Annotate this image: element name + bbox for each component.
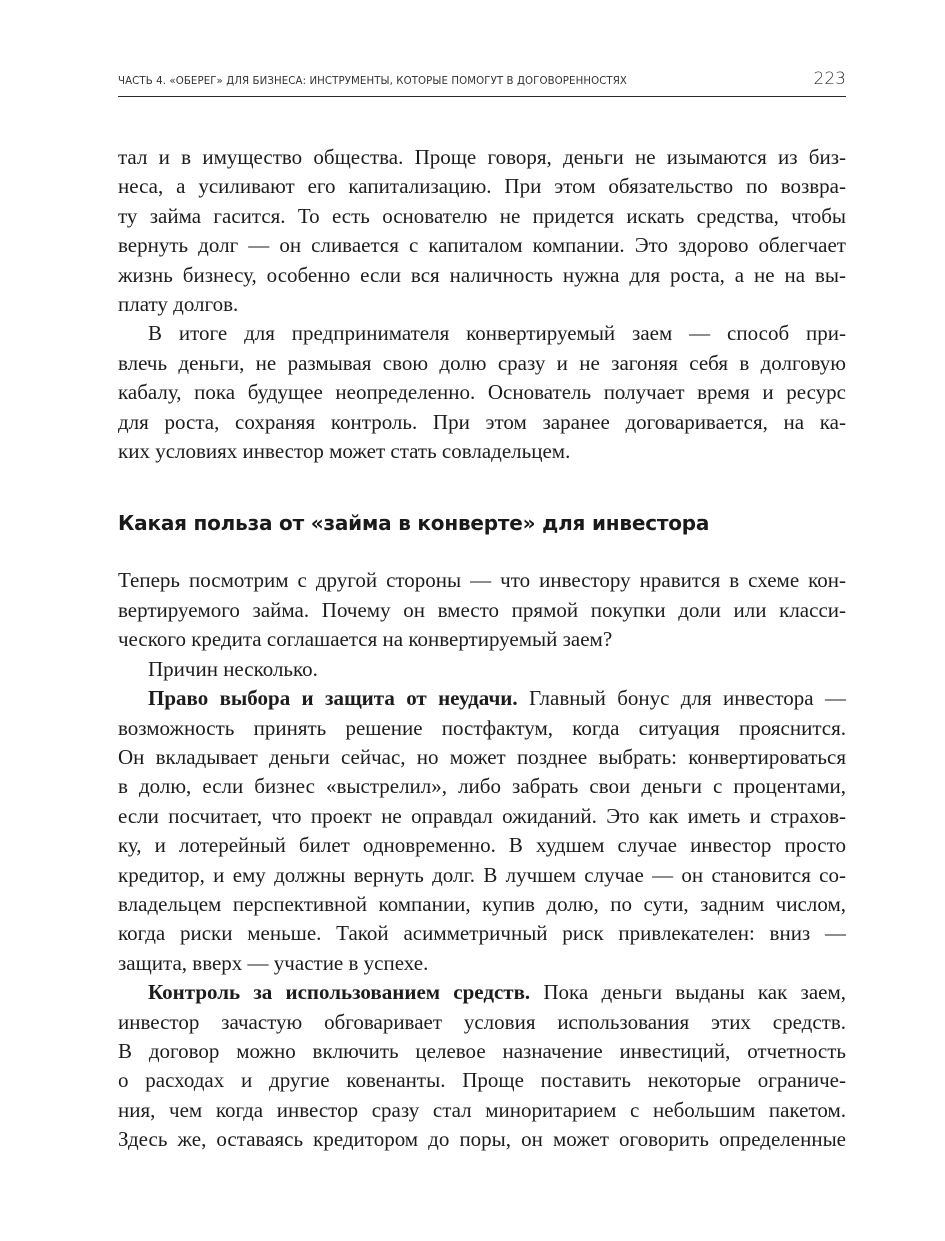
section-heading: Какая польза от «займа в конверте» для инвестора <box>118 511 710 536</box>
bold-lead-in: Право выбора и защита от неудачи. <box>148 686 518 711</box>
paragraph <box>118 684 846 978</box>
text-line: о расходах и другие ковенанты. Проще поставить некоторые ограниче- <box>118 1068 846 1093</box>
text-line: вертируемого займа. Почему он вместо прямой покупки доли или класси- <box>118 597 846 622</box>
text-line: владельцем перспективной компании, купив долю, по сути, задним числом, <box>118 891 846 916</box>
text-line: Здесь же, оставаясь кредитором до поры, он может оговорить определенные <box>118 1127 846 1152</box>
text-line <box>118 978 846 1007</box>
text-line: тал и в имущество общества. Проще говоря, деньги не изымаются из биз- <box>118 145 846 169</box>
text-line: Теперь посмотрим с другой стороны — что инвестору нравится в схеме кон- <box>118 568 846 593</box>
text-line: В договор можно включить целевое назначение инвестиций, отчетность <box>118 1038 846 1063</box>
paragraph <box>118 566 846 654</box>
text-line: вернуть долг — он сливается с капиталом компании. Это здорово облегчает <box>118 233 846 258</box>
text-line: неса, а усиливают его капитализацию. При этом обязательство по возвра- <box>118 174 846 199</box>
paragraph <box>118 319 846 466</box>
text-line: когда риски меньше. Такой асимметричный риск привлекателен: вниз — <box>118 921 846 946</box>
text-line: Причин несколько. <box>148 656 318 681</box>
text-line <box>118 684 846 713</box>
paragraph <box>118 978 846 1154</box>
text-line: В итоге для предпринимателя конвертируемый заем — способ при- <box>148 321 846 346</box>
text-line: ких условиях инвестор может стать совладельцем. <box>118 439 571 464</box>
text-line: влечь деньги, не размывая свою долю сразу и не загоняя себя в долговую <box>118 350 846 375</box>
page-body <box>118 143 846 1155</box>
running-head <box>118 68 846 97</box>
text-run: Пока деньги выданы как заем, <box>530 980 846 1005</box>
text-line: для роста, сохраняя контроль. При этом заранее договаривается, на ка- <box>118 409 846 434</box>
text-line: Он вкладывает деньги сейчас, но может позднее выбрать: конвертироваться <box>118 744 846 769</box>
paragraph <box>118 143 846 319</box>
page-number: 223 <box>813 69 846 89</box>
chapter-title: ЧАСТЬ 4. «ОБЕРЕГ» ДЛЯ БИЗНЕСА: ИНСТРУМЕНТЫ, КОТОРЫЕ ПОМОГУТ В ДОГОВОРЕННОСТЯХ <box>118 76 628 87</box>
text-line: ческого кредита соглашается на конвертируемый заем? <box>118 627 613 652</box>
text-line: возможность принять решение постфактум, когда ситуация прояснится. <box>118 715 846 740</box>
bold-lead-in: Контроль за использованием средств. <box>148 980 531 1005</box>
text-line: защита, вверх — участие в успехе. <box>118 950 429 975</box>
text-line: инвестор зачастую обговаривает условия использования этих средств. <box>118 1009 846 1034</box>
text-line: кабалу, пока будущее неопределенно. Основатель получает время и ресурс <box>118 380 846 405</box>
text-line: плату долгов. <box>118 292 239 317</box>
text-line: кредитор, и ему должны вернуть долг. В лучшем случае — он становится со- <box>118 862 846 887</box>
text-run: Главный бонус для инвестора — <box>517 686 846 711</box>
text-line: в долю, если бизнес «выстрелил», либо забрать свои деньги с процентами, <box>118 774 846 799</box>
text-line: ту займа гасится. То есть основателю не придется искать средства, чтобы <box>118 203 846 228</box>
text-line: ку, и лотерейный билет одновременно. В худшем случае инвестор просто <box>118 833 846 858</box>
text-line: если посчитает, что проект не оправдал ожиданий. Это как иметь и страхов- <box>118 803 846 828</box>
text-line: ния, чем когда инвестор сразу стал миноритарием с небольшим пакетом. <box>118 1097 846 1122</box>
text-line: жизнь бизнесу, особенно если вся наличность нужна для роста, а не на вы- <box>118 262 846 287</box>
paragraph <box>118 655 846 684</box>
